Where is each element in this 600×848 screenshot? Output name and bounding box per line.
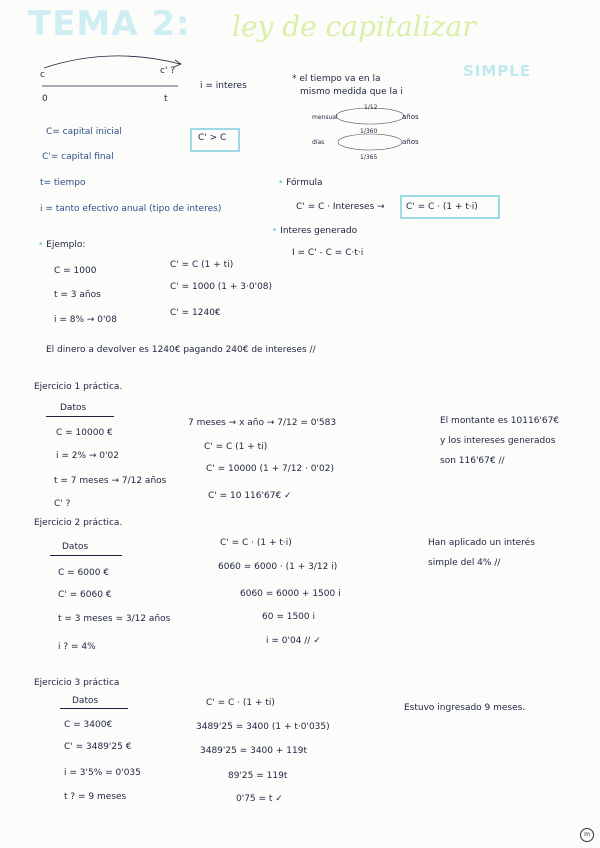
ex2-head: Ejercicio 2 práctica. [34, 518, 123, 528]
cprime-gt-c: C' > C [198, 133, 227, 143]
example-step1: C' = C (1 + ti) [170, 260, 234, 270]
ex1-r2: y los intereses generados [440, 436, 556, 446]
ex3-datos-underline [60, 708, 128, 709]
formula-box-text: C' = C · (1 + t·i) [406, 202, 478, 212]
def-c: C= capital inicial [46, 127, 122, 137]
ex1-c: C = 10000 € [56, 428, 113, 438]
ex3-r1: Estuvo ingresado 9 meses. [404, 703, 526, 713]
interest-head-text: Interes generado [280, 226, 358, 236]
unit-anos-2: años [402, 138, 419, 146]
ex1-datos-underline [46, 416, 114, 417]
ex3-m3: 3489'25 = 3400 + 119t [200, 746, 307, 756]
interest-label: i = interes [200, 81, 247, 91]
example-step3: C' = 1240€ [170, 308, 221, 318]
ex2-m1: C' = C · (1 + t·i) [220, 538, 292, 548]
ex3-datos: Datos [72, 696, 99, 706]
ex2-datos: Datos [62, 542, 89, 552]
ex3-m1: C' = C · (1 + ti) [206, 698, 275, 708]
example-t: t = 3 años [54, 290, 101, 300]
ex2-cp: C' = 6060 € [58, 590, 112, 600]
timeline-t: t [164, 94, 168, 104]
unit-dias: días [312, 139, 325, 146]
ex1-m1: 7 meses → x año → 7/12 = 0'583 [188, 418, 337, 428]
title-sub: ley de capitalizar [232, 10, 476, 43]
timeline-diagram [30, 48, 210, 108]
ex1-m4: C' = 10 116'67€ ✓ [208, 491, 292, 501]
formula-line: C' = C · Intereses → [296, 202, 385, 212]
timeline-c: c [40, 70, 45, 80]
example-i: i = 8% → 0'08 [54, 315, 117, 325]
ex3-m5: 0'75 = t ✓ [236, 794, 283, 804]
ex3-t: t ? = 9 meses [64, 792, 127, 802]
ex2-datos-underline [50, 555, 122, 556]
ex2-t: t = 3 meses = 3/12 años [58, 614, 171, 624]
ex1-r3: son 116'67€ // [440, 456, 505, 466]
ex2-i: i ? = 4% [58, 642, 96, 652]
ex2-c: C = 6000 € [58, 568, 110, 578]
ex1-t: t = 7 meses → 7/12 años [54, 476, 167, 486]
ex3-m2: 3489'25 = 3400 (1 + t·0'035) [196, 722, 330, 732]
def-i: i = tanto efectivo anual (tipo de interes) [40, 204, 222, 214]
ex1-m3: C' = 10000 (1 + 7/12 · 0'02) [206, 464, 334, 474]
unit-mensual: mensual [312, 114, 338, 121]
ex1-datos: Datos [60, 403, 87, 413]
timeline-cprime: c' ? [160, 66, 176, 76]
simple-tag: SIMPLE [463, 62, 532, 80]
interest-head: • Interes generado [272, 226, 358, 236]
ex2-r2: simple del 4% // [428, 558, 501, 568]
ex3-cp: C' = 3489'25 € [64, 742, 132, 752]
example-sentence: El dinero a devolver es 1240€ pagando 240€ de intereses // [46, 345, 316, 355]
ex1-r1: El montante es 10116'67€ [440, 416, 560, 426]
example-head: • Ejemplo: [38, 240, 86, 250]
ex3-c: C = 3400€ [64, 720, 113, 730]
ex1-cq: C' ? [54, 499, 71, 509]
example-step2: C' = 1000 (1 + 3·0'08) [170, 282, 273, 292]
frac-12: 1/12 [364, 104, 378, 111]
interest-formula: I = C' - C = C·t·i [292, 248, 364, 258]
def-cp: C'= capital final [42, 152, 114, 162]
ex2-m3: 6060 = 6000 + 1500 i [240, 589, 341, 599]
timeline-zero: 0 [42, 94, 48, 104]
ex2-m2: 6060 = 6000 · (1 + 3/12 i) [218, 562, 338, 572]
ex2-r1: Han aplicado un interés [428, 538, 535, 548]
example-head-text: Ejemplo: [46, 240, 86, 250]
ex3-head: Ejercicio 3 práctica [34, 678, 120, 688]
ex1-i: i = 2% → 0'02 [56, 451, 119, 461]
frac-365: 1/365 [360, 154, 378, 161]
author-logo-icon: m [580, 828, 594, 842]
ex1-head: Ejercicio 1 práctica. [34, 382, 123, 392]
formula-head-text: Fórmula [286, 178, 323, 188]
example-c: C = 1000 [54, 266, 97, 276]
note-line1: * el tiempo va en la [292, 74, 381, 84]
note-line2: mismo medida que la i [300, 87, 403, 97]
ex3-m4: 89'25 = 119t [228, 771, 288, 781]
ex2-m5: i = 0'04 // ✓ [266, 636, 321, 646]
ex1-m2: C' = C (1 + ti) [204, 442, 268, 452]
unit-anos-1: años [402, 113, 419, 121]
frac-360: 1/360 [360, 128, 378, 135]
formula-head: • Fórmula [278, 178, 323, 188]
def-t: t= tiempo [40, 178, 86, 188]
ex3-i: i = 3'5% = 0'035 [64, 768, 141, 778]
ex2-m4: 60 = 1500 i [262, 612, 315, 622]
title-main: TEMA 2: [28, 4, 191, 44]
